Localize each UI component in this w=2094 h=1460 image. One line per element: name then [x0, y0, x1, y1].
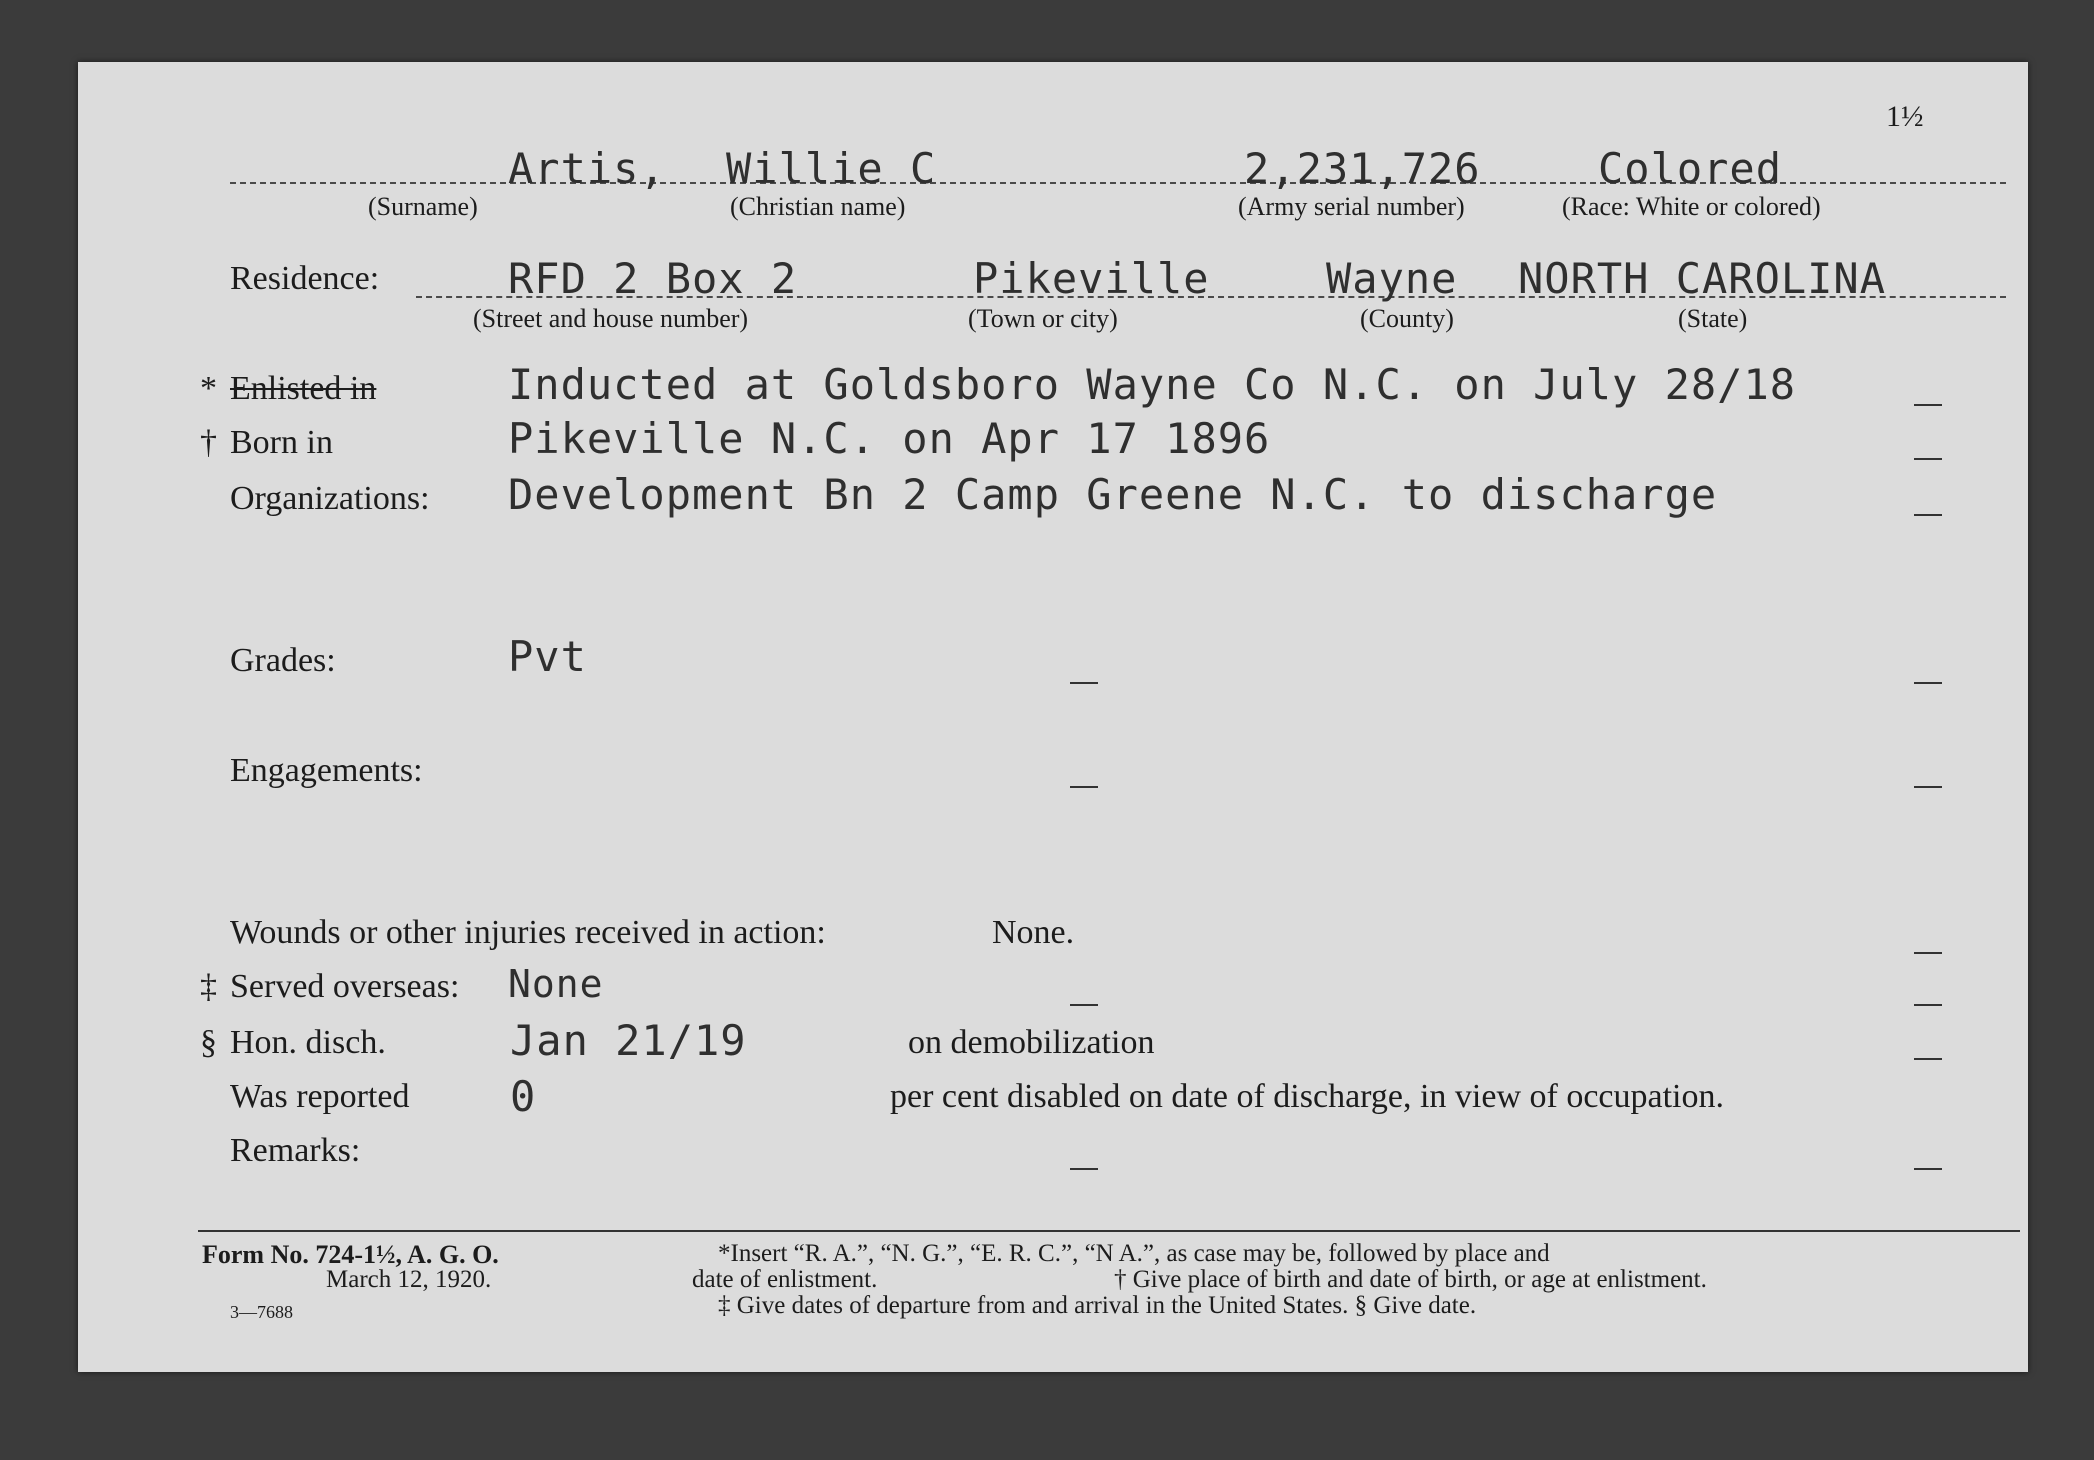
born-label: Born in: [230, 424, 333, 461]
residence-county: Wayne: [1326, 254, 1458, 303]
enlisted-value: Inducted at Goldsboro Wayne Co N.C. on July 28/18: [508, 360, 1797, 409]
remarks-label: Remarks:: [230, 1132, 361, 1169]
race-caption: (Race: White or colored): [1562, 192, 1821, 221]
reported-label: Was reported: [230, 1078, 410, 1115]
town-caption: (Town or city): [968, 304, 1118, 333]
overseas-value: None: [508, 962, 604, 1006]
hon-mark: §: [200, 1024, 217, 1061]
born-end-mark: [1914, 458, 1942, 460]
grades-label: Grades:: [230, 642, 336, 679]
born-mark: †: [200, 424, 217, 461]
enlisted-mark: *: [200, 370, 217, 407]
residence-label: Residence:: [230, 260, 380, 297]
christian-name-value: Willie C: [726, 144, 937, 193]
organizations-end-mark: [1914, 514, 1942, 516]
born-value: Pikeville N.C. on Apr 17 1896: [508, 414, 1271, 463]
hon-label: Hon. disch.: [230, 1024, 386, 1061]
surname-value: Artis,: [508, 144, 666, 193]
wounds-label: Wounds or other injuries received in action:: [230, 914, 826, 951]
grades-value: Pvt: [508, 632, 587, 681]
grades-end-mark: [1914, 682, 1942, 684]
footnote-born: † Give place of birth and date of birth, or age at enlistment.: [1114, 1266, 1707, 1293]
overseas-mark: ‡: [200, 968, 217, 1005]
race-value: Colored: [1598, 144, 1783, 193]
footer-rule: [198, 1230, 2020, 1232]
hon-end-mark: [1914, 1058, 1942, 1060]
remarks-mid-mark: [1070, 1168, 1098, 1170]
hon-value: Jan 21/19: [510, 1016, 747, 1065]
wounds-end-mark: [1914, 952, 1942, 954]
footnote-enlisted-cont: date of enlistment.: [692, 1266, 878, 1293]
overseas-mid-mark: [1070, 1004, 1098, 1006]
organizations-value: Development Bn 2 Camp Greene N.C. to discharge: [508, 470, 1718, 519]
reported-value: 0: [510, 1072, 537, 1121]
footnote-overseas: ‡ Give dates of departure from and arrival in the United States. § Give date.: [718, 1292, 1477, 1319]
card-number: 1½: [1886, 100, 1924, 133]
surname-caption: (Surname): [368, 192, 478, 221]
county-caption: (County): [1360, 304, 1454, 333]
wounds-value: None.: [992, 914, 1075, 951]
footnote-enlisted: *Insert “R. A.”, “N. G.”, “E. R. C.”, “N A.”, as case may be, followed by place and: [718, 1240, 1550, 1267]
organizations-label: Organizations:: [230, 480, 430, 517]
residence-town: Pikeville: [973, 254, 1210, 303]
christian-name-caption: (Christian name): [730, 192, 906, 221]
form-number: Form No. 724-1½, A. G. O.: [202, 1240, 499, 1269]
enlisted-label: Enlisted in: [230, 370, 377, 407]
state-caption: (State): [1678, 304, 1748, 333]
serial-caption: (Army serial number): [1238, 192, 1465, 221]
street-caption: (Street and house number): [473, 304, 749, 333]
enlisted-end-mark: [1914, 404, 1942, 406]
serial-number-value: 2,231,726: [1244, 144, 1481, 193]
residence-street: RFD 2 Box 2: [508, 254, 798, 303]
service-record-card: [78, 62, 2028, 1372]
hon-suffix: on demobilization: [908, 1024, 1155, 1061]
remarks-end-mark: [1914, 1168, 1942, 1170]
form-date: March 12, 1920.: [326, 1266, 492, 1293]
reported-suffix: per cent disabled on date of discharge, in view of occupation.: [890, 1078, 1724, 1115]
print-code: 3—7688: [230, 1302, 293, 1322]
residence-state: NORTH CAROLINA: [1518, 254, 1887, 303]
grades-mid-mark: [1070, 682, 1098, 684]
overseas-end-mark: [1914, 1004, 1942, 1006]
engagements-mid-mark: [1070, 786, 1098, 788]
engagements-label: Engagements:: [230, 752, 423, 789]
overseas-label: Served overseas:: [230, 968, 460, 1005]
engagements-end-mark: [1914, 786, 1942, 788]
